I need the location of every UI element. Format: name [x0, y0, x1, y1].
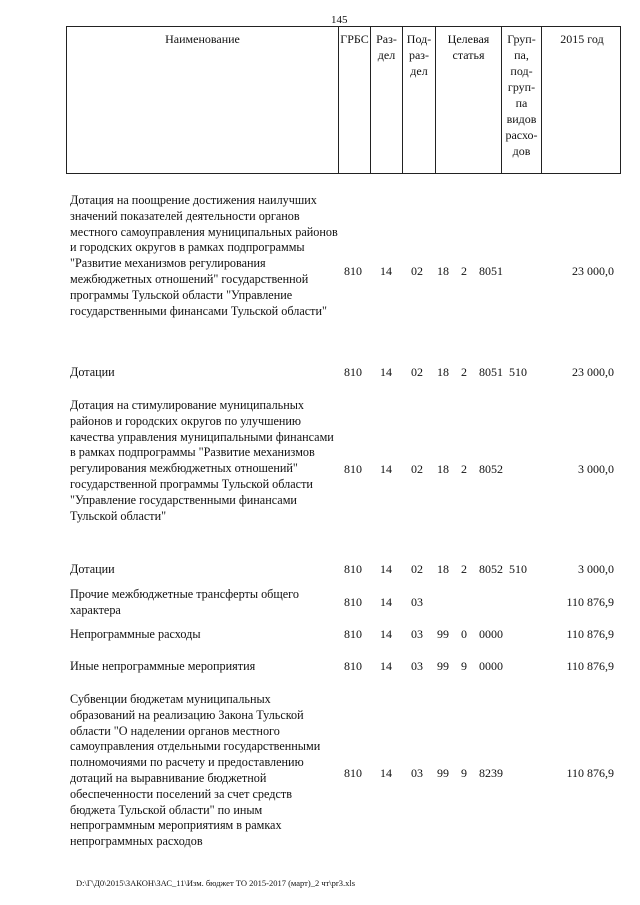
header-celevaya: Целевая статья: [436, 27, 502, 173]
row-celevaya: 18 2 8052: [437, 562, 503, 576]
row-name: Иные непрограммные мероприятия: [70, 659, 256, 673]
row-podrazdel: 03: [411, 627, 423, 641]
row-grbs: 810: [344, 766, 362, 780]
header-year: 2015 год: [560, 32, 604, 46]
header-podrazdel: Под- раз- дел: [403, 27, 436, 173]
header-gruppa: Груп- па, под- груп- па видов расхо- дов: [502, 27, 542, 173]
row-razdel: 14: [380, 766, 392, 780]
header-grbs: ГРБС: [339, 27, 371, 173]
row-amount: 3 000,0: [578, 562, 614, 576]
row-razdel: 14: [380, 462, 392, 476]
row-grbs: 810: [344, 627, 362, 641]
row-name: Субвенции бюджетам муниципальных образований на реализацию Закона Тульской области "О наделении органов местного самоуправления отдельными государственными полномочиями по расчету и предоставлению дотаций на выравнивание бюджетной обеспеченности поселений за счет средств бюджета Тульской области" по иным непрограммным мероприятиям в рамках непрограммных расходов: [70, 692, 321, 849]
row-razdel: 14: [380, 595, 392, 609]
row-amount: 3 000,0: [578, 462, 614, 476]
row-amount: 110 876,9: [566, 659, 614, 673]
row-celevaya: 18 2 8051: [437, 264, 503, 278]
row-amount: 110 876,9: [566, 595, 614, 609]
row-celevaya: 18 2 8052: [437, 462, 503, 476]
row-gruppa: 510: [509, 365, 527, 379]
page-number: 145: [331, 14, 348, 26]
row-name: Дотация на стимулирование муниципальных районов и городских округов по улучшению качества управления муниципальными финансами в рамках подпрограммы "Развитие механизмов регулирования межбюджетных отношений" государственной программы Тульской области "Управление государственными финансами Тульской области": [70, 398, 334, 523]
row-razdel: 14: [380, 365, 392, 379]
row-razdel: 14: [380, 264, 392, 278]
row-name: Непрограммные расходы: [70, 627, 201, 641]
row-name: Дотация на поощрение достижения наилучших значений показателей деятельности органов местного самоуправления муниципальных районов и городских округов в рамках подпрограммы "Развитие механизмов регулирования межбюджетных отношений" государственной программы Тульской области "Управление государственными финансами Тульской области": [70, 193, 338, 318]
row-podrazdel: 02: [411, 562, 423, 576]
footer-file-path: D:\Г\Д0\2015\ЗАКОН\ЗАС_11\Изм. бюджет ТО 2015-2017 (март)_2 чт\pr3.xls: [76, 878, 356, 888]
row-celevaya: 99 9 0000: [437, 659, 503, 673]
row-grbs: 810: [344, 264, 362, 278]
row-celevaya: 18 2 8051: [437, 365, 503, 379]
row-grbs: 810: [344, 659, 362, 673]
row-razdel: 14: [380, 562, 392, 576]
row-name: Дотации: [70, 365, 115, 379]
row-podrazdel: 02: [411, 264, 423, 278]
row-celevaya: 99 9 8239: [437, 766, 503, 780]
row-grbs: 810: [344, 595, 362, 609]
row-grbs: 810: [344, 462, 362, 476]
header-name: Наименование: [67, 27, 339, 173]
row-podrazdel: 03: [411, 766, 423, 780]
row-amount: 110 876,9: [566, 766, 614, 780]
row-grbs: 810: [344, 562, 362, 576]
row-amount: 110 876,9: [566, 627, 614, 641]
row-grbs: 810: [344, 365, 362, 379]
row-podrazdel: 02: [411, 365, 423, 379]
row-razdel: 14: [380, 627, 392, 641]
row-amount: 23 000,0: [572, 264, 614, 278]
row-podrazdel: 03: [411, 659, 423, 673]
row-celevaya: 99 0 0000: [437, 627, 503, 641]
row-podrazdel: 03: [411, 595, 423, 609]
row-podrazdel: 02: [411, 462, 423, 476]
row-name: Прочие межбюджетные трансферты общего характера: [70, 587, 299, 617]
table-header: [66, 26, 621, 174]
row-razdel: 14: [380, 659, 392, 673]
row-amount: 23 000,0: [572, 365, 614, 379]
row-name: Дотации: [70, 562, 115, 576]
header-razdel: Раз- дел: [371, 27, 403, 173]
row-gruppa: 510: [509, 562, 527, 576]
